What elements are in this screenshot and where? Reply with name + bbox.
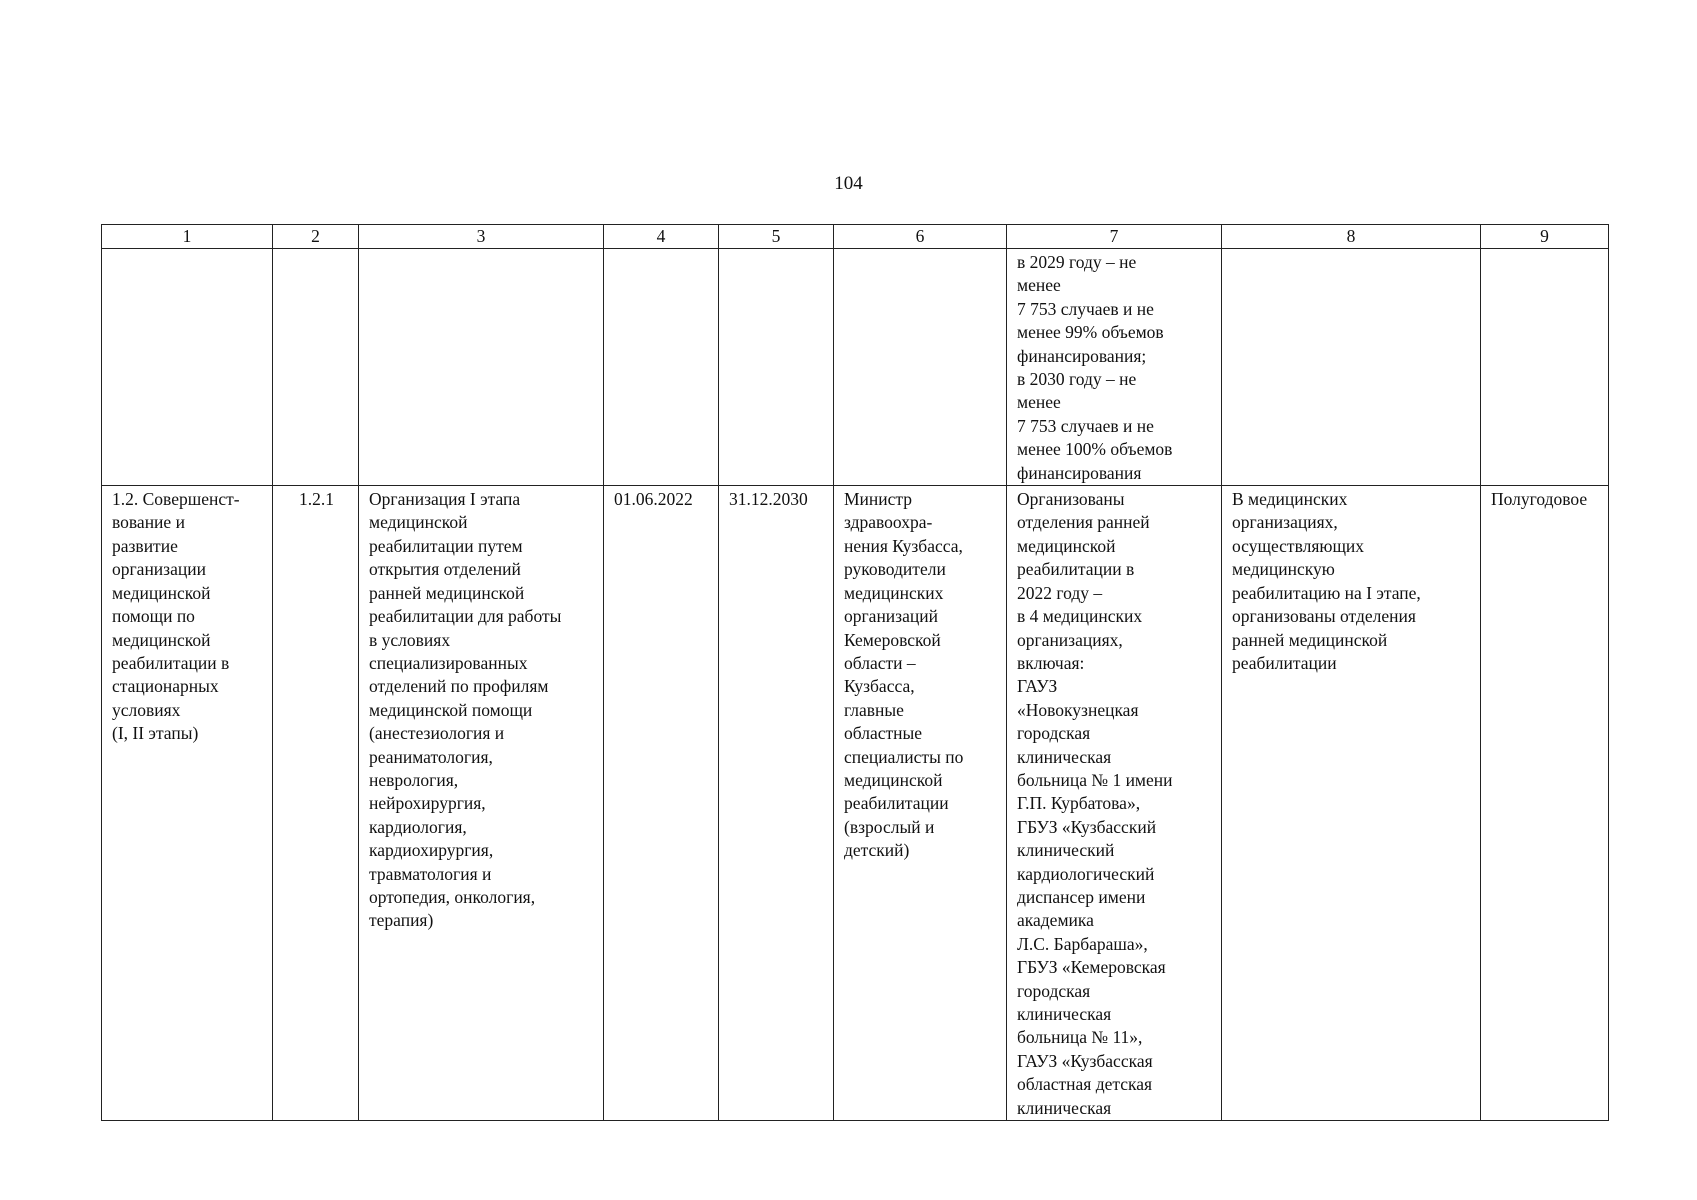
page-number: 104: [834, 173, 863, 194]
cell-section-title: 1.2. Совершенст- вование и развитие организации медицинской помощи по медицинской реабилитации в стационарных условиях (I, II этапы): [102, 486, 273, 1121]
cont-cell-9: [1481, 249, 1609, 486]
cell-end-date: 31.12.2030: [719, 486, 834, 1121]
header-cell-4: 4: [604, 225, 719, 249]
continuation-row: [102, 249, 1609, 486]
cont-cell-5: [719, 249, 834, 486]
cell-outcome: В медицинских организациях, осуществляющих медицинскую реабилитацию на I этапе, организованы отделения ранней медицинской реабилитации: [1222, 486, 1481, 1121]
header-cell-1: 1: [102, 225, 273, 249]
table-row: [102, 486, 1609, 1121]
header-cell-3: 3: [359, 225, 604, 249]
header-row: [102, 225, 1609, 249]
cont-cell-8: [1222, 249, 1481, 486]
header-cell-5: 5: [719, 225, 834, 249]
cont-cell-1: [102, 249, 273, 486]
cell-responsible: Министр здравоохра- нения Кузбасса, руководители медицинских организаций Кемеровской области – Кузбасса, главные областные специалисты по медицинской реабилитации (взрослый и детский): [834, 486, 1007, 1121]
cont-cell-6: [834, 249, 1007, 486]
cell-item-number: 1.2.1: [273, 486, 359, 1121]
cell-result: Организованы отделения ранней медицинской реабилитации в 2022 году – в 4 медицинских организациях, включая: ГАУЗ «Новокузнецкая городская клиническая больница № 1 имени Г.П. Курбатова», ГБУЗ «Кузбасский клинический кардиологический диспансер имени академика Л.С. Барбараша», ГБУЗ «Кемеровская городская клиническая больница № 11», ГАУЗ «Кузбасская областная детская клиническая: [1007, 486, 1222, 1121]
cell-activity: Организация I этапа медицинской реабилитации путем открытия отделений ранней медицинской реабилитации для работы в условиях специализированных отделений по профилям медицинской помощи (анестезиология и реаниматология, неврология, нейрохирургия, кардиология, кардиохирургия, травматология и ортопедия, онкология, терапия): [359, 486, 604, 1121]
cont-cell-7-targets: в 2029 году – не менее 7 753 случаев и не менее 99% объемов финансирования; в 2030 году – не менее 7 753 случаев и не менее 100% объемов финансирования: [1007, 249, 1222, 486]
header-cell-2: 2: [273, 225, 359, 249]
cont-cell-4: [604, 249, 719, 486]
header-cell-8: 8: [1222, 225, 1481, 249]
cell-frequency: Полугодовое: [1481, 486, 1609, 1121]
cont-cell-2: [273, 249, 359, 486]
cell-start-date: 01.06.2022: [604, 486, 719, 1121]
header-cell-9: 9: [1481, 225, 1609, 249]
header-cell-7: 7: [1007, 225, 1222, 249]
header-cell-6: 6: [834, 225, 1007, 249]
cont-cell-3: [359, 249, 604, 486]
program-table: [101, 224, 1609, 1121]
